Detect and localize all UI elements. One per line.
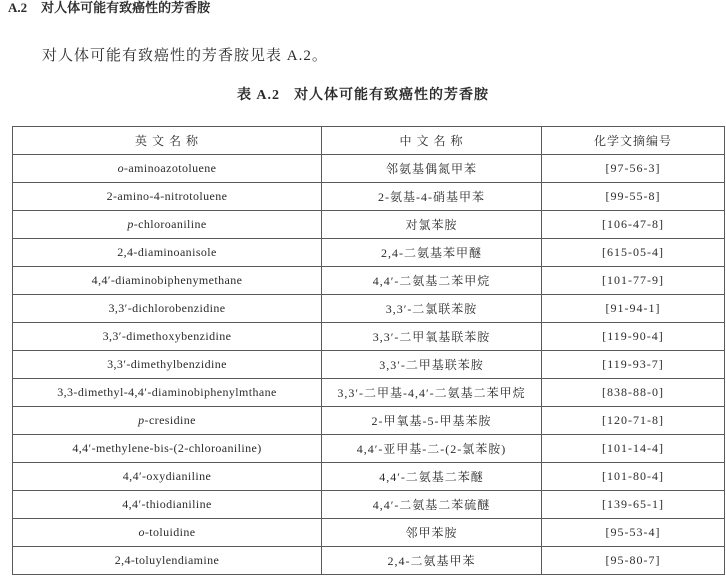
cell-english-name-text: 3,3′-dimethoxybenzidine — [102, 329, 232, 343]
cell-english-name-prefix: p — [127, 217, 134, 231]
cell-english-name-text: -toluidine — [144, 525, 196, 539]
table-row — [13, 379, 725, 407]
cell-english-name-text: 2-amino-4-nitrotoluene — [106, 189, 228, 203]
cell-chinese-name: 2,4-二氨基苯甲醚 — [322, 239, 542, 267]
cell-cas-number: [91-94-1] — [542, 295, 725, 323]
cell-chinese-name: 2-氨基-4-硝基甲苯 — [322, 183, 542, 211]
cell-chinese-name: 4,4′-二氨基二苯硫醚 — [322, 491, 542, 519]
cell-cas-number: [120-71-8] — [542, 407, 725, 435]
cell-cas-number: [119-90-4] — [542, 323, 725, 351]
cell-cas-number: [615-05-4] — [542, 239, 725, 267]
cell-chinese-name: 3,3′-二甲基-4,4′-二氨基二苯甲烷 — [322, 379, 542, 407]
cell-cas-number: [99-55-8] — [542, 183, 725, 211]
cell-cas-number: [838-88-0] — [542, 379, 725, 407]
cell-chinese-name: 3,3′-二甲氧基联苯胺 — [322, 323, 542, 351]
cell-english-name — [13, 379, 322, 407]
table-row — [13, 183, 725, 211]
cell-english-name-text: 3,3′-dichlorobenzidine — [108, 301, 226, 315]
table-row — [13, 351, 725, 379]
cell-chinese-name: 邻氨基偶氮甲苯 — [322, 155, 542, 183]
cell-english-name — [13, 547, 322, 575]
table-row — [13, 155, 725, 183]
cell-chinese-name: 4,4′-亚甲基-二-(2-氯苯胺) — [322, 435, 542, 463]
cell-english-name-text: 2,4-diaminoanisole — [117, 245, 217, 259]
cell-chinese-name: 2,4-二氨基甲苯 — [322, 547, 542, 575]
cell-english-name-text: 2,4-toluylendiamine — [114, 553, 220, 567]
cell-english-name — [13, 351, 322, 379]
cell-cas-number: [95-80-7] — [542, 547, 725, 575]
cell-english-name — [13, 239, 322, 267]
table-caption-title: 对人体可能有致癌性的芳香胺 — [294, 88, 490, 103]
cell-english-name-text: 4,4′-thiodianiline — [122, 497, 212, 511]
table-row — [13, 267, 725, 295]
cell-english-name-prefix: o — [138, 525, 145, 539]
cell-chinese-name: 邻甲苯胺 — [322, 519, 542, 547]
table-caption — [0, 86, 726, 106]
table-row — [13, 295, 725, 323]
table-row — [13, 463, 725, 491]
section-title: 对人体可能有致癌性的芳香胺 — [41, 0, 211, 15]
cell-cas-number: [101-77-9] — [542, 267, 725, 295]
cell-english-name — [13, 155, 322, 183]
cell-english-name-text: 4,4′-oxydianiline — [122, 469, 212, 483]
table-body — [13, 155, 725, 575]
cell-english-name — [13, 323, 322, 351]
cell-chinese-name: 4,4′-二氨基二苯醚 — [322, 463, 542, 491]
cell-english-name-text: -aminoazotoluene — [124, 161, 217, 175]
cell-cas-number: [95-53-4] — [542, 519, 725, 547]
cell-english-name-text: 3,3′-dimethylbenzidine — [107, 357, 227, 371]
cell-cas-number: [101-14-4] — [542, 435, 725, 463]
cell-cas-number: [139-65-1] — [542, 491, 725, 519]
table-row — [13, 407, 725, 435]
cell-english-name-text: 4,4′-diaminobiphenymethane — [91, 273, 243, 287]
cell-chinese-name: 2-甲氧基-5-甲基苯胺 — [322, 407, 542, 435]
cell-chinese-name: 对氯苯胺 — [322, 211, 542, 239]
cell-english-name-text: -chloroaniline — [133, 217, 207, 231]
table-row — [13, 435, 725, 463]
cell-english-name — [13, 267, 322, 295]
table-row — [13, 239, 725, 267]
cell-cas-number: [97-56-3] — [542, 155, 725, 183]
cell-english-name — [13, 407, 322, 435]
cell-english-name — [13, 211, 322, 239]
cell-english-name-text: -cresidine — [144, 413, 196, 427]
cell-chinese-name: 3,3′-二氯联苯胺 — [322, 295, 542, 323]
intro-paragraph: 对人体可能有致癌性的芳香胺见表 A.2。 — [42, 48, 328, 64]
table-row — [13, 323, 725, 351]
table-row — [13, 491, 725, 519]
cell-english-name — [13, 463, 322, 491]
table-row — [13, 547, 725, 575]
cell-english-name — [13, 183, 322, 211]
cell-english-name-prefix: p — [138, 413, 145, 427]
table-caption-label: 表 A.2 — [236, 88, 281, 103]
cell-chinese-name: 3,3′-二甲基联苯胺 — [322, 351, 542, 379]
section-number: A.2 — [8, 0, 28, 15]
table-row — [13, 519, 725, 547]
cell-english-name-text: 3,3-dimethyl-4,4′-diaminobiphenylmthane — [57, 385, 277, 399]
cell-chinese-name: 4,4′-二氨基二苯甲烷 — [322, 267, 542, 295]
carcinogenic-amines-table — [12, 126, 725, 575]
cell-english-name — [13, 519, 322, 547]
cell-english-name-text: 4,4′-methylene-bis-(2-chloroaniline) — [72, 441, 262, 455]
table-row — [13, 211, 725, 239]
cell-english-name — [13, 491, 322, 519]
cell-english-name-prefix: o — [117, 161, 125, 175]
column-header-english-name: 英 文 名 称 — [13, 127, 322, 155]
cell-cas-number: [119-93-7] — [542, 351, 725, 379]
table-header-row — [13, 127, 725, 155]
cell-english-name — [13, 435, 322, 463]
cell-cas-number: [101-80-4] — [542, 463, 725, 491]
column-header-chinese-name: 中 文 名 称 — [322, 127, 542, 155]
section-heading — [8, 0, 210, 16]
column-header-cas-number: 化学文摘编号 — [542, 127, 725, 155]
cell-english-name — [13, 295, 322, 323]
cell-cas-number: [106-47-8] — [542, 211, 725, 239]
